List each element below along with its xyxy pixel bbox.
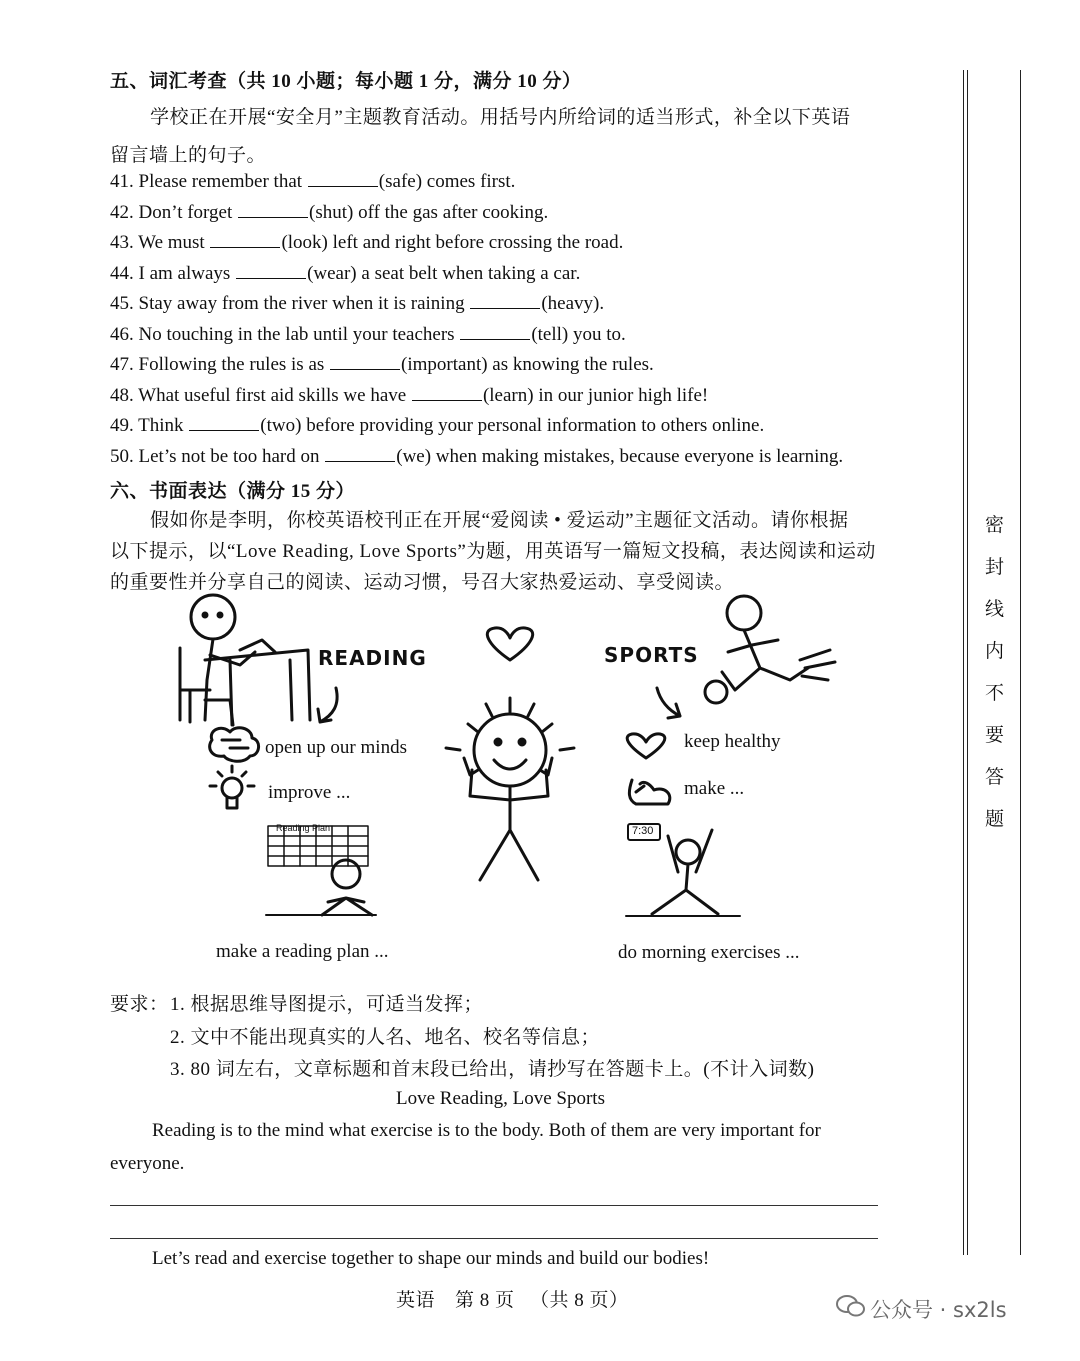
sports-point-1: keep healthy xyxy=(684,731,781,752)
essay-opening-line1: Reading is to the mind what exercise is to the body. Both of them are very important for xyxy=(152,1120,821,1141)
small-heart-icon xyxy=(627,734,665,758)
reading-plan-title: Reading Plan xyxy=(276,823,331,833)
sports-label: SPORTS xyxy=(604,643,699,667)
question-hint: (heavy). xyxy=(541,293,605,314)
section5-intro-line1: 学校正在开展“安全月”主题教育活动。用括号内所给词的适当形式，补全以下英语 xyxy=(150,107,851,128)
soccer-player-icon xyxy=(705,596,835,703)
section5-intro-line2: 留言墙上的句子。 xyxy=(110,145,267,166)
essay-title: Love Reading, Love Sports xyxy=(396,1088,605,1109)
essay-closing: Let’s read and exercise together to shape our minds and build our bodies! xyxy=(152,1248,710,1269)
sports-point-2: make ... xyxy=(684,778,745,799)
sealed-line-char: 答 xyxy=(985,767,1005,788)
footer-subject: 英语 xyxy=(396,1290,436,1311)
exercise-figure-icon xyxy=(626,830,740,916)
reading-student-icon xyxy=(180,595,310,725)
binding-line-3 xyxy=(1020,70,1021,1255)
sealed-line-char: 要 xyxy=(985,725,1005,746)
question-text: 41. Please remember that xyxy=(110,171,307,192)
section6-intro-line2: 以下提示，以“Love Reading, Love Sports”为题，用英语写一篇短文投稿，表达阅读和运动 xyxy=(110,541,876,562)
watermark-text: 公众号 · sx2ls xyxy=(870,1298,1007,1322)
section6-heading: 六、书面表达（满分 15 分） xyxy=(110,481,356,502)
question-hint: (wear) a seat belt when taking a car. xyxy=(307,262,581,284)
sealed-line-char: 封 xyxy=(985,557,1005,578)
reading-point-1: open up our minds xyxy=(265,737,407,758)
question-text: 46. No touching in the lab until your teachers xyxy=(110,323,460,345)
muscle-arm-icon xyxy=(629,780,669,804)
requirement-1: 1. 根据思维导图提示，可适当发挥； xyxy=(170,994,484,1015)
question-text: 47. Following the rules is as xyxy=(110,354,330,375)
sealed-line-char: 密 xyxy=(985,515,1005,536)
section5-heading: 五、词汇考查（共 10 小题；每小题 1 分，满分 10 分） xyxy=(110,71,582,92)
question-hint: (safe) comes first. xyxy=(378,171,516,192)
section6-intro-line1: 假如你是李明，你校英语校刊正在开展“爱阅读 • 爱运动”主题征文活动。请你根据 xyxy=(150,510,849,531)
question-hint: (we) when making mistakes, because everyone is learning. xyxy=(396,445,844,467)
requirement-2: 2. 文中不能出现真实的人名、地名、校名等信息； xyxy=(170,1027,601,1048)
reading-label: READING xyxy=(318,646,427,670)
happy-figure-icon xyxy=(446,698,574,880)
wechat-icon xyxy=(836,1294,866,1318)
reading-point-2: improve ... xyxy=(268,782,351,803)
clock-time: 7:30 xyxy=(632,825,654,837)
reading-point-3: make a reading plan ... xyxy=(216,941,389,962)
sealed-line-char: 题 xyxy=(985,809,1005,830)
essay-opening-line2: everyone. xyxy=(110,1153,185,1174)
sealed-line-char: 线 xyxy=(985,599,1005,620)
footer-page: 第 8 页 xyxy=(455,1290,515,1311)
lightbulb-icon xyxy=(210,766,254,808)
child-reading-icon xyxy=(266,860,376,915)
sports-arrow xyxy=(657,688,680,718)
question-text: 45. Stay away from the river when it is raining xyxy=(110,293,470,314)
answer-line-1 xyxy=(110,1205,878,1206)
heart-icon xyxy=(487,628,532,660)
question-text: 49. Think xyxy=(110,415,189,436)
question-text: 50. Let’s not be too hard on xyxy=(110,445,325,467)
binding-line-2 xyxy=(967,70,968,1255)
question-hint: (shut) off the gas after cooking. xyxy=(309,201,549,223)
question-text: 44. I am always xyxy=(110,262,236,284)
requirements-label: 要求： xyxy=(110,994,169,1015)
question-hint: (look) left and right before crossing the road. xyxy=(281,232,624,253)
sealed-line-char: 内 xyxy=(985,641,1005,662)
sealed-line-char: 不 xyxy=(985,683,1005,704)
section6-intro-line3: 的重要性并分享自己的阅读、运动习惯，号召大家热爱运动、享受阅读。 xyxy=(110,572,735,593)
question-hint: (important) as knowing the rules. xyxy=(401,354,654,375)
question-hint: (tell) you to. xyxy=(531,323,626,345)
footer-total: （共 8 页） xyxy=(530,1290,629,1311)
question-text: 48. What useful first aid skills we have xyxy=(110,384,411,406)
question-text: 42. Don’t forget xyxy=(110,201,238,223)
question-text: 43. We must xyxy=(110,232,210,253)
question-hint: (learn) in our junior high life! xyxy=(482,384,709,406)
brain-icon xyxy=(210,728,259,762)
answer-line-2 xyxy=(110,1238,878,1239)
sports-point-3: do morning exercises ... xyxy=(618,942,800,963)
binding-line-1 xyxy=(963,70,964,1255)
requirement-3: 3. 80 词左右，文章标题和首末段已给出，请抄写在答题卡上。(不计入词数) xyxy=(170,1059,815,1080)
reading-arrow xyxy=(318,688,337,722)
question-hint: (two) before providing your personal information to others online. xyxy=(260,415,765,436)
